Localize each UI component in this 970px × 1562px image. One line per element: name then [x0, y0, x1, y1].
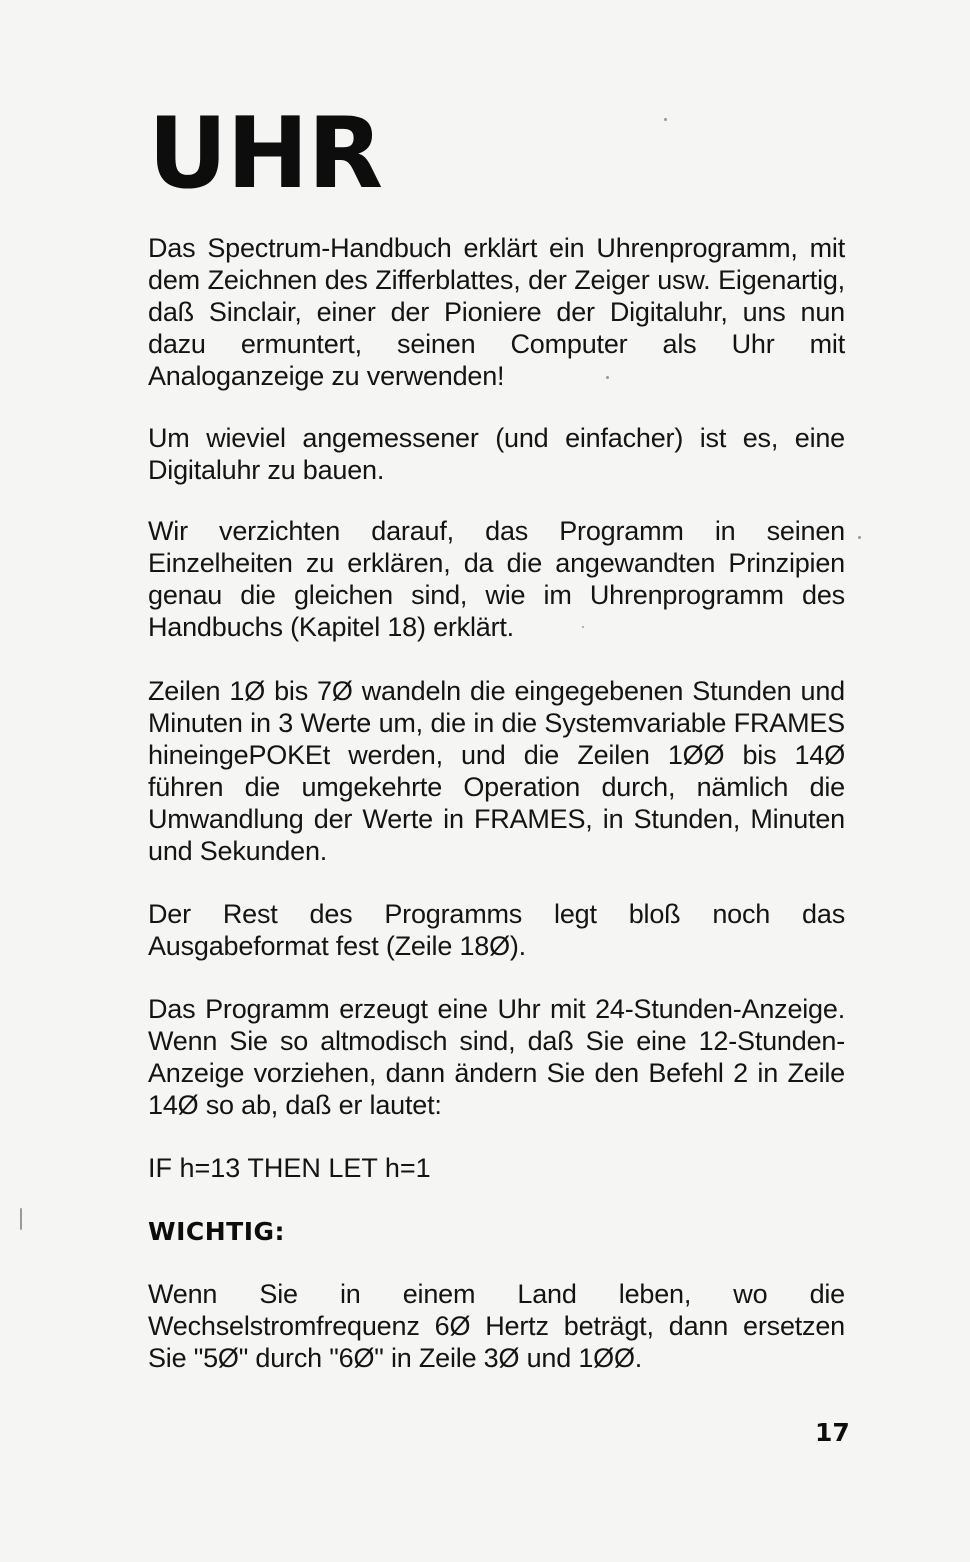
page-number: 17 [815, 1418, 850, 1447]
paper-speck [858, 536, 861, 539]
paper-speck [664, 118, 667, 121]
paragraph-lines-description: Zeilen 1Ø bis 7Ø wandeln die eingegebenen Stunden und Minuten in 3 Werte um, die in die Systemvariable FRAMES hineingePOKEt werden, und die Zeilen 1ØØ bis 14Ø führen die umgekehrte Operation durch, nämlich die Umwandlung der Werte in FRAMES, in Stunden, Minuten und Sekunden. [148, 676, 845, 866]
paper-speck [20, 1208, 22, 1230]
paper-speck [606, 376, 609, 379]
paper-speck [582, 626, 584, 628]
paragraph-12-hour-display: Das Programm erzeugt eine Uhr mit 24-Stunden-Anzeige. Wenn Sie so altmodisch sind, daß Sie eine 12-Stunden-Anzeige vorziehen, dann ändern Sie den Befehl 2 in Zeile 14Ø so ab, daß er lautet: [148, 994, 845, 1120]
paragraph-output-format: Der Rest des Programms legt bloß noch das Ausgabeformat fest (Zeile 18Ø). [148, 899, 845, 961]
paragraph-frequency-note: Wenn Sie in einem Land leben, wo die Wechselstromfrequenz 6Ø Hertz beträgt, dann ersetzen Sie "5Ø" durch "6Ø" in Zeile 3Ø und 1ØØ. [148, 1279, 845, 1373]
paragraph-digital-clock: Um wieviel angemessener (und einfacher) ist es, eine Digitaluhr zu bauen. [148, 423, 845, 485]
paragraph-intro: Das Spectrum-Handbuch erklärt ein Uhrenprogramm, mit dem Zeichnen des Zifferblattes, der Zeiger usw. Eigenartig, daß Sinclair, einer der Pioniere der Digitaluhr, uns nun dazu ermuntert, seinen Computer als Uhr mit Analoganzeige zu verwenden! [148, 233, 845, 391]
paragraph-explanation: Wir verzichten darauf, das Programm in seinen Einzelheiten zu erklären, da die angewandten Prinzipien genau die gleichen sind, wie im Uhrenprogramm des Handbuchs (Kapitel 18) erklärt. [148, 516, 845, 642]
page-title: UHR [148, 97, 383, 211]
important-heading: WICHTIG: [148, 1217, 286, 1246]
code-line: IF h=13 THEN LET h=1 [148, 1153, 431, 1183]
